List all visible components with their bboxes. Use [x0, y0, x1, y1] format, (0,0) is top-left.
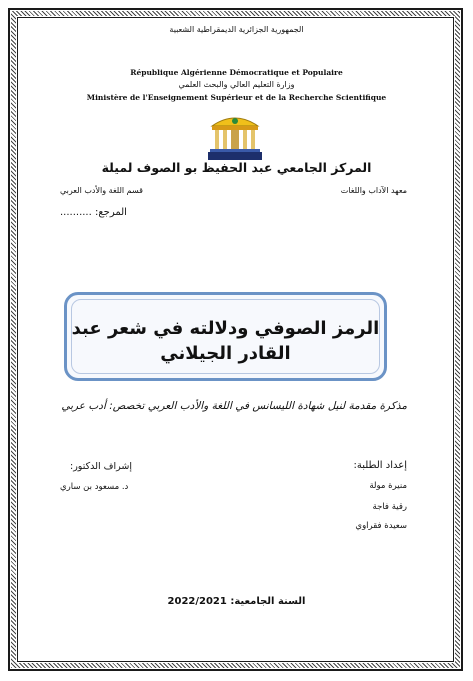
- republic-french: République Algérienne Démocratique et Populaire: [130, 68, 343, 77]
- students-label: إعداد الطلبة:: [353, 460, 407, 471]
- ministry-arabic: وزارة التعليم العالي والبحث العلمي: [178, 80, 295, 89]
- university-name: المركز الجامعي عبد الحفيظ بو الصوف لميلة: [101, 160, 372, 175]
- student-name: سعيدة فقراوي: [355, 521, 407, 531]
- thesis-title-line1: الرمز الصوفي ودلالته في شعر عبد: [71, 318, 380, 339]
- department-name: قسم اللغة والأدب العربي: [60, 186, 143, 195]
- supervisor-name: د. مسعود بن ساري: [60, 482, 129, 492]
- student-name: رقية فاجة: [372, 502, 407, 512]
- thesis-title-line2: القادر الجيلاني: [160, 343, 291, 364]
- memo-description: مذكرة مقدمة لنيل شهادة الليسانس في اللغة والأدب العربي تخصص: أدب عربي: [61, 400, 407, 412]
- supervisor-label: إشراف الدكتور:: [70, 461, 132, 472]
- ministry-french: Ministère de l'Enseignement Supérieur et de la Recherche Scientifique: [86, 93, 387, 102]
- university-logo: [206, 112, 264, 162]
- academic-year: السنة الجامعية: 2022/2021: [167, 596, 306, 607]
- republic-arabic: الجمهورية الجزائرية الديمقراطية الشعبية: [169, 25, 304, 34]
- reference-number: المرجع: ..........: [60, 207, 127, 218]
- student-name: منيرة مولة: [369, 481, 407, 491]
- institute-name: معهد الآداب واللغات: [340, 186, 407, 195]
